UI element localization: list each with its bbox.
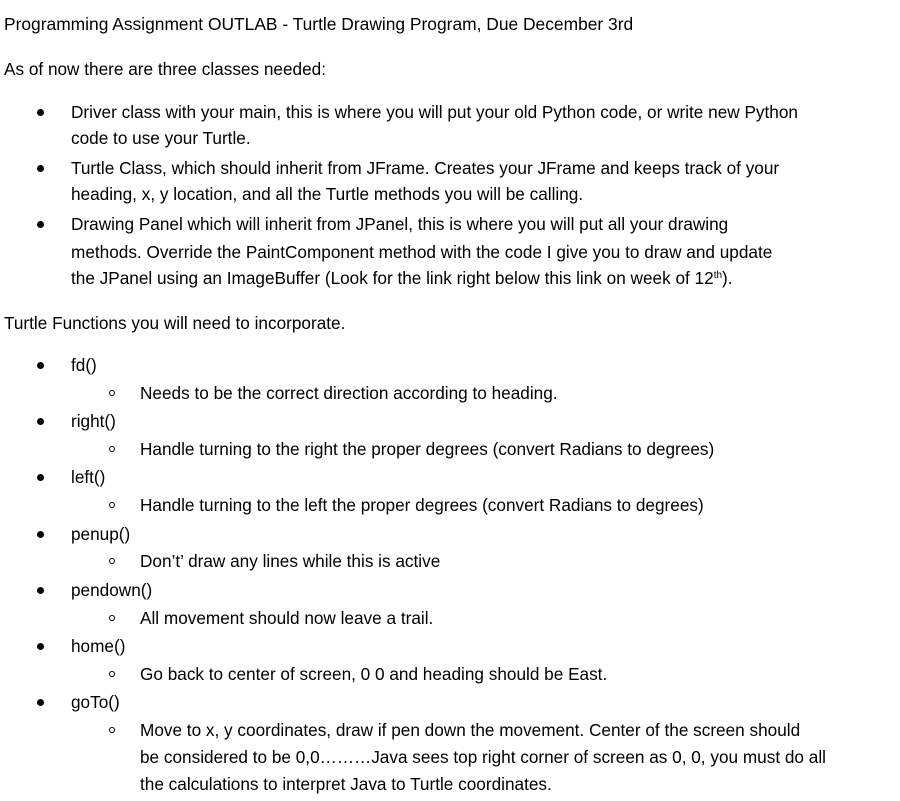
functions-heading: Turtle Functions you will need to incorporate. [4, 313, 346, 333]
sub-bullet-icon [106, 551, 118, 571]
class-panel-line-3-text: the JPanel using an ImageBuffer (Look for the link right below this link on week of 12 [71, 268, 714, 288]
class-panel-line-2: methods. Override the PaintComponent method with the code I give you to draw and update [71, 242, 773, 262]
sub-bullet-icon [106, 720, 118, 740]
function-detail-fd: Needs to be the correct direction according to heading. [140, 383, 558, 403]
bullet-icon [34, 355, 46, 375]
class-turtle-line-1: Turtle Class, which should inherit from JFrame. Creates your JFrame and keeps track of your [71, 158, 780, 178]
class-panel-line-3 [71, 268, 733, 288]
bullet-icon [34, 692, 46, 712]
sub-bullet-icon [106, 383, 118, 403]
bullet-icon [34, 580, 46, 600]
bullet-icon [34, 467, 46, 487]
function-detail-goto-line-1: Move to x, y coordinates, draw if pen down the movement. Center of the screen should [140, 720, 801, 740]
bullet-icon [34, 102, 46, 122]
function-name-right: right() [71, 411, 116, 431]
function-detail-left: Handle turning to the left the proper degrees (convert Radians to degrees) [140, 495, 704, 515]
class-turtle-line-2: heading, x, y location, and all the Turtle methods you will be calling. [71, 184, 584, 204]
bullet-icon [34, 411, 46, 431]
superscript-th: th [713, 270, 723, 281]
function-name-fd: fd() [71, 355, 97, 375]
document-title: Programming Assignment OUTLAB - Turtle Drawing Program, Due December 3rd [4, 14, 634, 34]
sub-bullet-icon [106, 664, 118, 684]
bullet-icon [34, 524, 46, 544]
function-name-left: left() [71, 467, 106, 487]
intro-paragraph: As of now there are three classes needed: [4, 59, 326, 79]
bullet-icon [34, 636, 46, 656]
class-panel-line-3-end: ). [722, 268, 733, 288]
function-detail-goto-line-2: be considered to be 0,0………Java sees top right corner of screen as 0, 0, you must do all [140, 747, 826, 767]
sub-bullet-icon [106, 608, 118, 628]
class-panel-line-1: Drawing Panel which will inherit from JPanel, this is where you will put all your drawing [71, 214, 729, 234]
function-detail-penup: Don’t’ draw any lines while this is active [140, 551, 441, 571]
function-detail-goto-line-3: the calculations to interpret Java to Turtle coordinates. [140, 774, 552, 794]
function-detail-pendown: All movement should now leave a trail. [140, 608, 434, 628]
bullet-icon [34, 214, 46, 234]
function-name-penup: penup() [71, 524, 131, 544]
function-name-goto: goTo() [71, 692, 120, 712]
class-driver-line-1: Driver class with your main, this is where you will put your old Python code, or write new Python [71, 102, 798, 122]
sub-bullet-icon [106, 495, 118, 515]
class-driver-line-2: code to use your Turtle. [71, 128, 251, 148]
function-detail-home: Go back to center of screen, 0 0 and heading should be East. [140, 664, 608, 684]
sub-bullet-icon [106, 439, 118, 459]
function-detail-right: Handle turning to the right the proper degrees (convert Radians to degrees) [140, 439, 715, 459]
function-name-home: home() [71, 636, 126, 656]
function-name-pendown: pendown() [71, 580, 153, 600]
bullet-icon [34, 158, 46, 178]
